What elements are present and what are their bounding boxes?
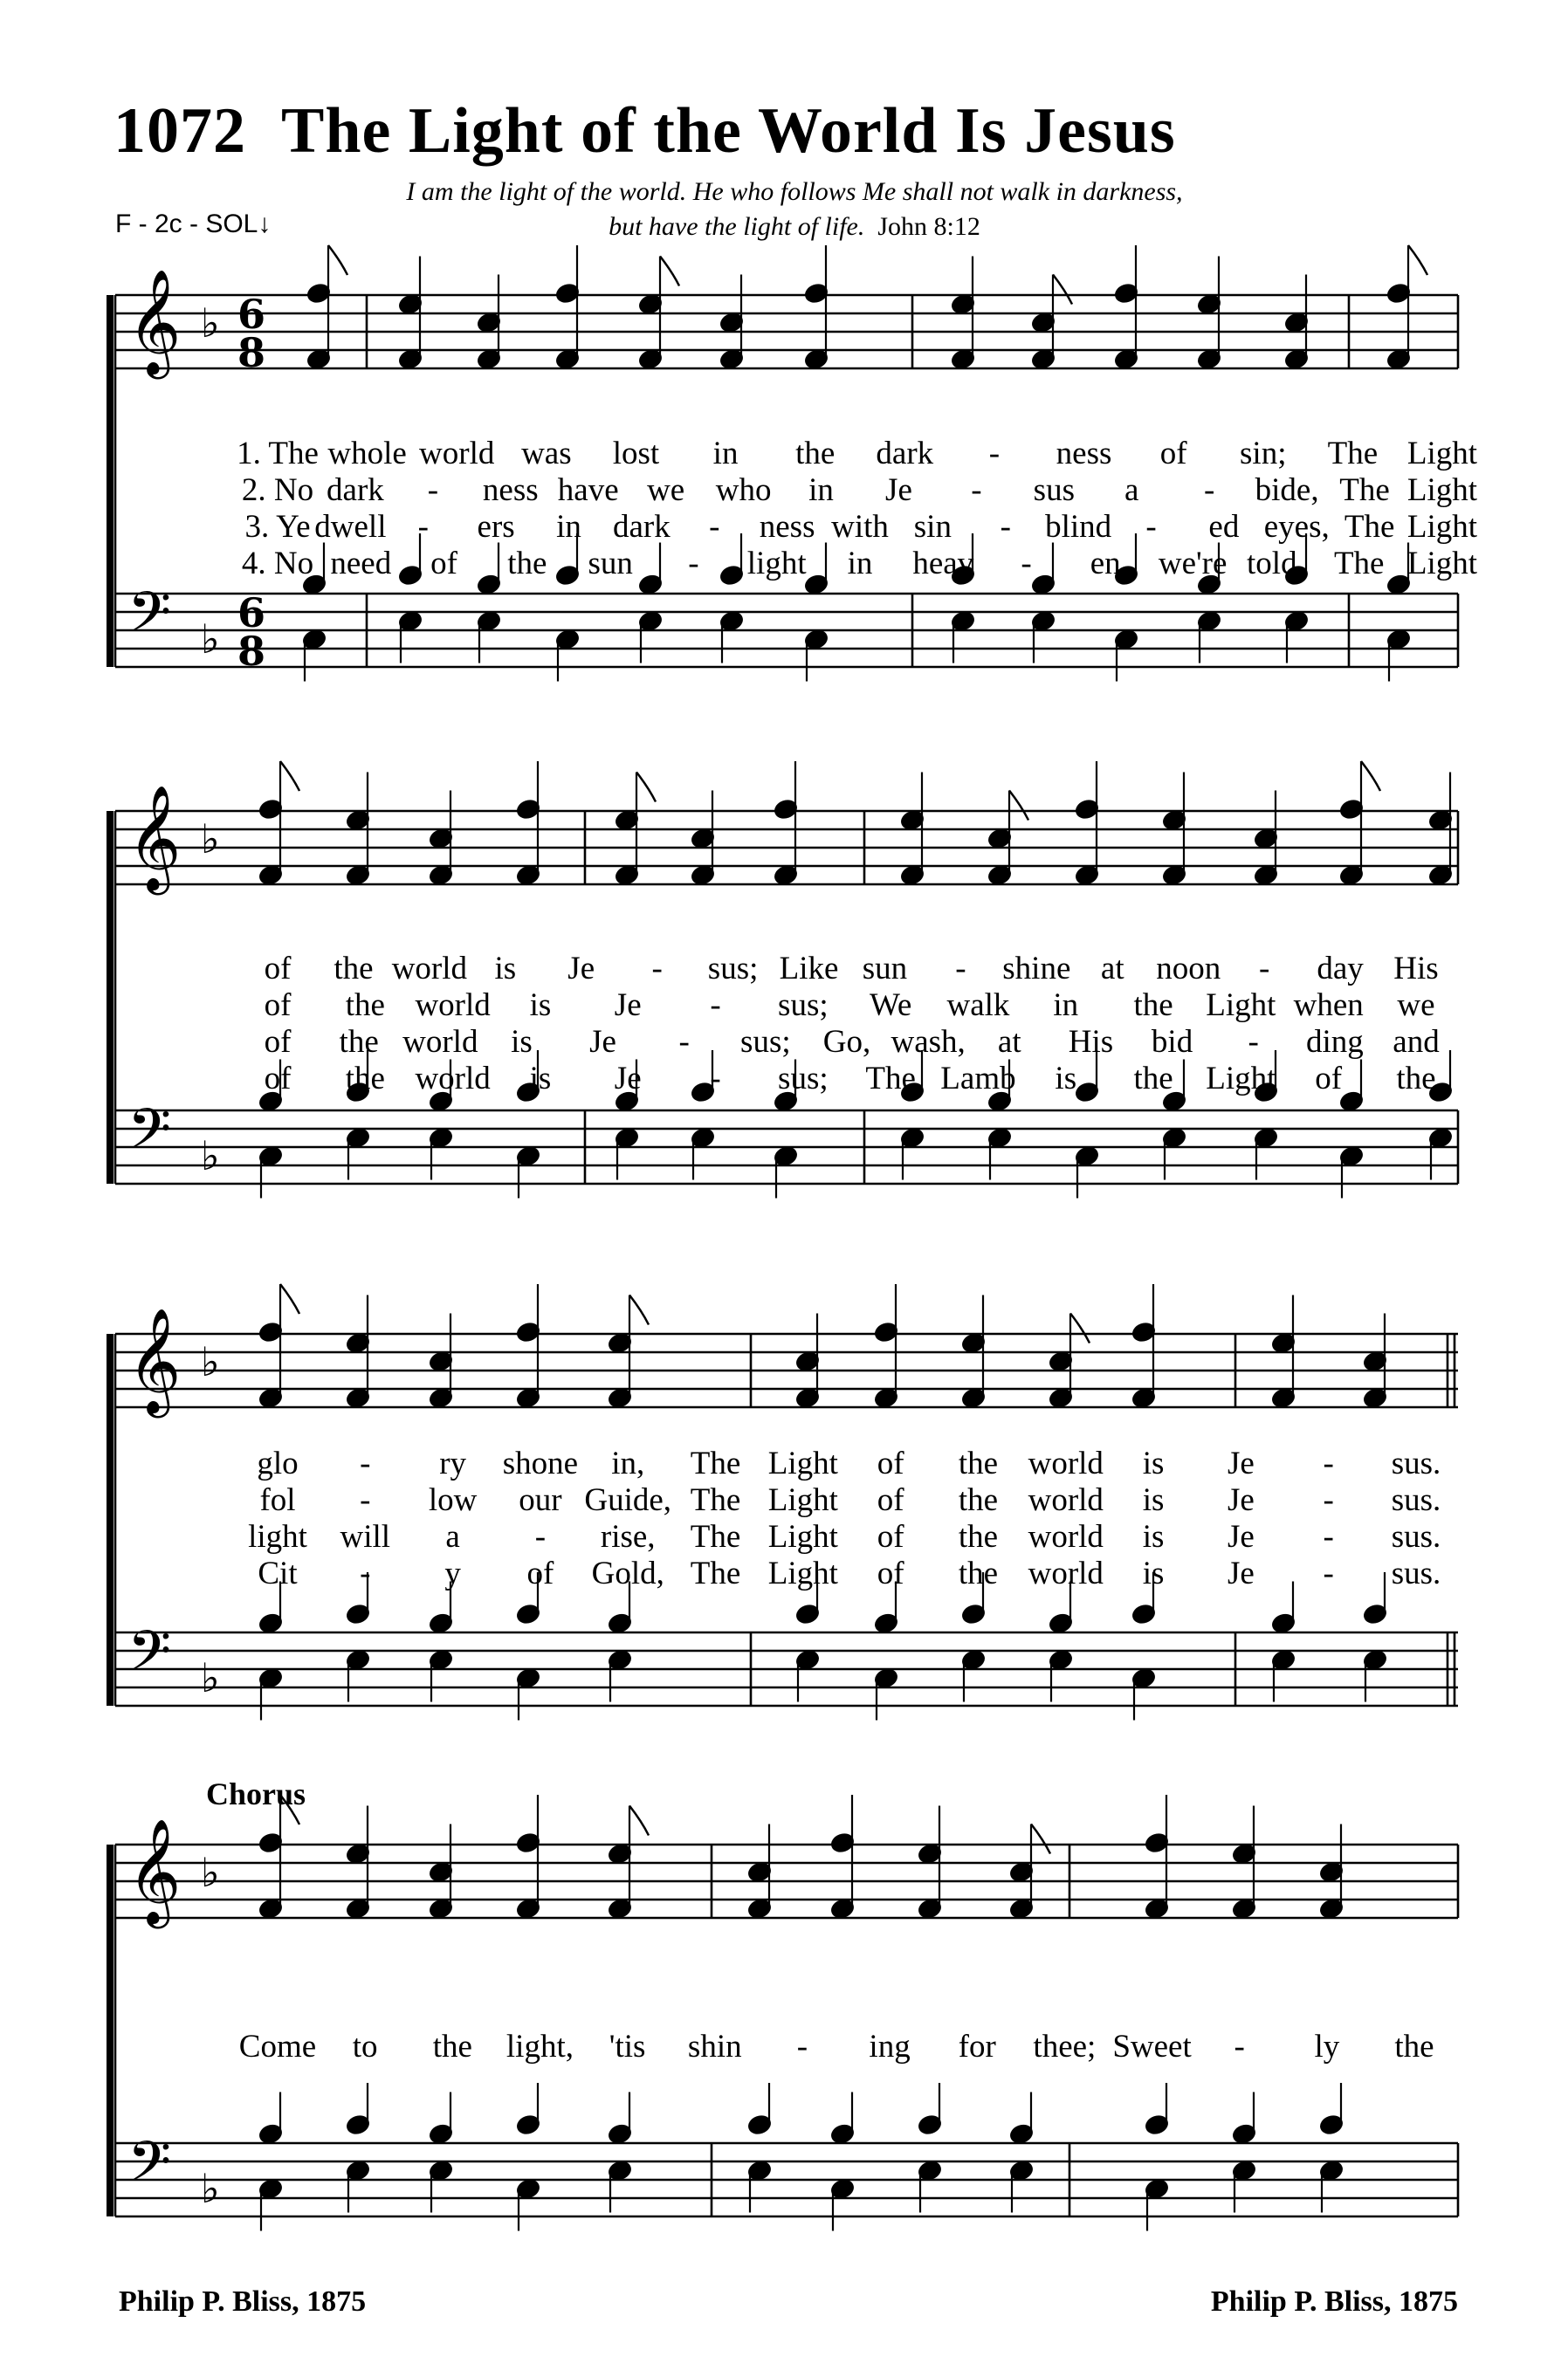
time-signature-top: 6	[237, 589, 266, 636]
treble-clef-icon: 𝄞	[127, 268, 182, 375]
system1-verse4-syllable: in	[847, 546, 873, 581]
system3-verse1-syllable: Je	[1227, 1446, 1255, 1481]
system3-verse3-syllable: rise,	[600, 1519, 656, 1555]
system2-verse3-syllable: world	[402, 1024, 478, 1060]
system2-verse2-syllable: sus;	[778, 987, 829, 1023]
system3-verse4-syllable: is	[1142, 1556, 1165, 1591]
system1-verse1-syllable: in	[712, 436, 739, 471]
system1-verse2-syllable: Light	[1406, 472, 1478, 508]
system2-verse2-syllable: in	[1053, 987, 1079, 1023]
system3-verse2-syllable: -	[1323, 1482, 1334, 1518]
system3-verse3-syllable: is	[1142, 1519, 1165, 1555]
system3-verse1-syllable: world	[1028, 1446, 1104, 1481]
system1-verse2-syllable: 2. No	[241, 472, 314, 508]
system1-verse3-syllable: with	[831, 509, 889, 545]
chorus-line-syllable: the	[432, 2029, 472, 2065]
system2-verse1-syllable: sus;	[707, 951, 759, 986]
system1-verse1-syllable: Light	[1406, 436, 1478, 471]
system1-verse1-syllable: was	[521, 436, 572, 471]
system2-verse3-syllable: ding	[1305, 1024, 1364, 1060]
system2-verse3-syllable: Go,	[822, 1024, 871, 1060]
time-signature-bottom: 8	[237, 628, 266, 675]
system2-verse3-syllable: -	[1248, 1024, 1259, 1060]
system2-verse3-syllable: His	[1068, 1024, 1114, 1060]
system1-verse3-syllable: dwell	[314, 509, 387, 545]
system1-verse1-syllable: The	[1327, 436, 1379, 471]
system1-verse4-syllable: the	[507, 546, 547, 581]
system2-verse1-syllable: Je	[567, 951, 595, 986]
system1-verse2-syllable: -	[427, 472, 439, 508]
system2-verse3-syllable: wash,	[891, 1024, 966, 1060]
system2-verse2-syllable: of	[264, 987, 292, 1023]
system1-verse4-syllable: we're	[1158, 546, 1228, 581]
system1-verse1-syllable: whole	[327, 436, 407, 471]
note-flag	[280, 1284, 299, 1314]
hymn-number: 1072	[113, 95, 246, 167]
hymn-name: The Light of the World Is Jesus	[281, 95, 1176, 167]
chorus-line-syllable: 'tis	[609, 2029, 646, 2065]
system1-verse1-syllable: 1. The	[237, 436, 319, 471]
system3-verse4-syllable: of	[877, 1556, 904, 1591]
system2-verse4-syllable: The	[865, 1061, 916, 1096]
system2-verse4-syllable: the	[345, 1061, 385, 1096]
system-bracket	[107, 811, 113, 1184]
system1-verse1-syllable: dark	[876, 436, 934, 471]
system2-verse3-syllable: of	[264, 1024, 292, 1060]
system2-verse3-syllable: bid	[1151, 1024, 1193, 1060]
system3-verse4-syllable: sus.	[1391, 1556, 1441, 1591]
system2-verse1-syllable: sun	[862, 951, 908, 986]
system1-verse1-syllable: world	[419, 436, 495, 471]
system2-verse1-syllable: of	[264, 951, 292, 986]
system2-verse1-syllable: -	[1258, 951, 1270, 986]
system3-verse2-syllable: The	[690, 1482, 741, 1518]
chorus-line-syllable: -	[796, 2029, 808, 2065]
system2-verse2-syllable: walk	[946, 987, 1010, 1023]
system3-verse2-syllable: our	[519, 1482, 562, 1518]
system2-verse4-syllable: is	[1055, 1061, 1077, 1096]
system3-verse1-syllable: Light	[767, 1446, 838, 1481]
flat-icon: ♭	[201, 1654, 220, 1701]
system1-verse3-syllable: Light	[1406, 509, 1478, 545]
system2-verse4-syllable: the	[1133, 1061, 1173, 1096]
chorus-line-syllable: Come	[238, 2029, 317, 2065]
system2-verse4-syllable: Je	[614, 1061, 642, 1096]
system2-verse3-syllable: sus;	[740, 1024, 791, 1060]
system3-verse3-syllable: of	[877, 1519, 904, 1555]
system2-verse2-syllable: Je	[614, 987, 642, 1023]
system1-verse3-syllable: -	[709, 509, 720, 545]
system2-verse2-syllable: is	[529, 987, 552, 1023]
system1-verse2-syllable: a	[1124, 472, 1139, 508]
chorus-line-syllable: Sweet	[1112, 2029, 1192, 2065]
system3-verse4-syllable: Cit	[258, 1556, 298, 1591]
system3-verse4-syllable: of	[526, 1556, 554, 1591]
system1-verse3-syllable: ed	[1208, 509, 1240, 545]
system2-verse3-syllable: Je	[589, 1024, 616, 1060]
system3-verse2-syllable: Je	[1227, 1482, 1255, 1518]
note-flag	[1361, 761, 1380, 791]
system2-verse3-syllable: is	[511, 1024, 533, 1060]
treble-clef-icon: 𝄞	[127, 1818, 182, 1924]
system1-verse2-syllable: Je	[885, 472, 912, 508]
system3-verse4-syllable: y	[444, 1556, 461, 1591]
system1-verse4-syllable: sun	[588, 546, 633, 581]
system1-verse3-syllable: 3. Ye	[244, 509, 311, 545]
system3-verse2-syllable: sus.	[1391, 1482, 1441, 1518]
system2-verse2-syllable: we	[1397, 987, 1435, 1023]
flat-icon: ♭	[201, 1132, 220, 1179]
chorus-label: Chorus	[206, 1776, 306, 1811]
system1-verse3-syllable: -	[1000, 509, 1011, 545]
system2-verse4-syllable: Lamb	[940, 1061, 1016, 1096]
system1-verse3-syllable: ness	[759, 509, 815, 545]
system1-verse1-syllable: sin;	[1240, 436, 1287, 471]
system2-verse2-syllable: world	[415, 987, 491, 1023]
flat-icon: ♭	[201, 1338, 220, 1385]
system1-verse3-syllable: -	[1145, 509, 1157, 545]
system1-verse4-syllable: of	[430, 546, 457, 581]
system2-verse4-syllable: -	[710, 1061, 721, 1096]
system2-verse3-syllable: and	[1393, 1024, 1440, 1060]
system3-verse3-syllable: light	[248, 1519, 307, 1555]
flat-icon: ♭	[201, 1849, 220, 1896]
system1-verse2-syllable: sus	[1033, 472, 1075, 508]
system3-verse2-syllable: world	[1028, 1482, 1104, 1518]
chorus-line-syllable: ly	[1314, 2029, 1340, 2065]
system1-verse4-syllable: need	[330, 546, 392, 581]
system1-verse1-syllable: lost	[612, 436, 660, 471]
system2-verse4-syllable: is	[529, 1061, 552, 1096]
note-flag	[1070, 1314, 1090, 1343]
system1-verse3-syllable: dark	[613, 509, 671, 545]
system1-verse3-syllable: The	[1344, 509, 1395, 545]
system2-verse1-syllable: His	[1393, 951, 1439, 986]
system3-verse3-syllable: Je	[1227, 1519, 1255, 1555]
system3-verse3-syllable: Light	[767, 1519, 838, 1555]
system1-verse3-syllable: -	[417, 509, 429, 545]
system1-verse3-syllable: in	[556, 509, 581, 545]
chorus-line-syllable: the	[1394, 2029, 1434, 2065]
system3-verse1-syllable: is	[1142, 1446, 1165, 1481]
system3-verse2-syllable: Guide,	[584, 1482, 672, 1518]
system3-verse3-syllable: will	[340, 1519, 391, 1555]
system3-verse2-syllable: of	[877, 1482, 904, 1518]
system1-verse3-syllable: eyes,	[1263, 509, 1330, 545]
system1-verse2-syllable: who	[715, 472, 772, 508]
system2-verse1-syllable: world	[391, 951, 468, 986]
note-flag	[280, 761, 299, 791]
system3-verse3-syllable: -	[1323, 1519, 1334, 1555]
scripture-reference: John 8:12	[877, 212, 980, 241]
system3-verse3-syllable: sus.	[1391, 1519, 1441, 1555]
note-flag	[1009, 791, 1028, 821]
system1-verse4-syllable: heav	[912, 546, 974, 581]
treble-clef-icon: 𝄞	[127, 784, 182, 890]
system2-verse2-syllable: the	[1133, 987, 1173, 1023]
note-flag	[328, 245, 347, 275]
note-flag	[660, 257, 679, 286]
system1-verse2-syllable: The	[1339, 472, 1390, 508]
system2-verse4-syllable: of	[1315, 1061, 1343, 1096]
system-bracket	[107, 295, 113, 667]
system3-verse1-syllable: The	[690, 1446, 741, 1481]
system3-verse4-syllable: the	[958, 1556, 999, 1591]
system1-verse3-syllable: ers	[477, 509, 515, 545]
chorus-line-syllable: shin	[687, 2029, 742, 2065]
flat-icon: ♭	[201, 2165, 220, 2212]
chorus-line-syllable: light,	[505, 2029, 574, 2065]
words-credit: Philip P. Bliss, 1875	[119, 2285, 367, 2318]
system3-verse3-syllable: -	[534, 1519, 547, 1555]
key-info: F - 2c - SOL↓	[115, 210, 272, 238]
system3-verse1-syllable: shone	[502, 1446, 579, 1481]
system2-verse1-syllable: at	[1100, 951, 1124, 986]
system3-verse1-syllable: of	[877, 1446, 904, 1481]
system1-verse2-syllable: have	[557, 472, 619, 508]
system2-verse1-syllable: -	[651, 951, 663, 986]
system2-verse1-syllable: -	[955, 951, 966, 986]
epigraph-line-1: I am the light of the world. He who follows Me shall not walk in darkness,	[406, 177, 1183, 206]
system2-verse3-syllable: -	[678, 1024, 690, 1060]
system3-verse1-syllable: the	[958, 1446, 999, 1481]
system2-verse1-syllable: is	[494, 951, 517, 986]
epigraph-text: but have the light of life.	[609, 212, 865, 241]
system1-verse2-syllable: we	[647, 472, 685, 508]
system3-verse4-syllable: -	[360, 1556, 371, 1591]
flat-icon: ♭	[201, 815, 220, 862]
system2-verse2-syllable: -	[710, 987, 721, 1023]
system-bracket	[107, 1334, 113, 1706]
chorus-line-syllable: thee;	[1033, 2029, 1097, 2065]
music-credit: Philip P. Bliss, 1875	[1210, 2285, 1458, 2318]
system1-verse4-syllable: -	[1021, 546, 1032, 581]
system3-verse3-syllable: world	[1028, 1519, 1104, 1555]
bass-clef-icon: 𝄢	[127, 1097, 172, 1176]
system3-verse1-syllable: glo	[257, 1446, 299, 1481]
system2-verse1-syllable: Like	[779, 951, 839, 986]
system2-verse2-syllable: We	[869, 987, 912, 1023]
system1-verse2-syllable: in	[808, 472, 834, 508]
system2-verse4-syllable: sus;	[778, 1061, 829, 1096]
system2-verse1-syllable: day	[1317, 951, 1364, 986]
chorus-line-syllable: for	[958, 2029, 996, 2065]
system1-verse4-syllable: The	[1333, 546, 1385, 581]
chorus-line-syllable: -	[1234, 2029, 1245, 2065]
system3-verse1-syllable: -	[1323, 1446, 1334, 1481]
system1-verse2-syllable: -	[1204, 472, 1215, 508]
system3-verse1-syllable: sus.	[1391, 1446, 1441, 1481]
system1-verse1-syllable: -	[988, 436, 1001, 471]
system2-verse1-syllable: noon	[1156, 951, 1221, 986]
system2-verse2-syllable: Light	[1206, 987, 1276, 1023]
treble-clef-icon: 𝄞	[127, 1307, 182, 1413]
flat-icon: ♭	[201, 615, 220, 663]
system3-verse4-syllable: The	[690, 1556, 741, 1591]
system1-verse3-syllable: blind	[1045, 509, 1112, 545]
time-signature-top: 6	[237, 291, 266, 338]
note-flag	[629, 1295, 649, 1325]
system3-verse4-syllable: Light	[767, 1556, 838, 1591]
system3-verse2-syllable: -	[360, 1482, 371, 1518]
system3-verse2-syllable: fol	[259, 1482, 296, 1518]
system3-verse2-syllable: Light	[767, 1482, 838, 1518]
system3-verse3-syllable: the	[958, 1519, 999, 1555]
system1-verse4-syllable: 4. No	[241, 546, 314, 581]
system1-verse2-syllable: ness	[482, 472, 539, 508]
system1-verse1-syllable: the	[795, 436, 836, 471]
system1-verse3-syllable: sin	[913, 509, 952, 545]
note-flag	[629, 1806, 649, 1836]
note-flag	[1031, 1824, 1050, 1854]
system2-verse2-syllable: when	[1293, 987, 1364, 1023]
system3-verse4-syllable: Gold,	[591, 1556, 664, 1591]
system2-verse2-syllable: the	[345, 987, 385, 1023]
system2-verse1-syllable: the	[334, 951, 374, 986]
system2-verse3-syllable: at	[997, 1024, 1021, 1060]
system3-verse4-syllable: -	[1323, 1556, 1334, 1591]
system3-verse3-syllable: a	[445, 1519, 460, 1555]
system1-verse4-syllable: en,	[1090, 546, 1129, 581]
system-bracket	[107, 1845, 113, 2216]
system3-verse4-syllable: world	[1028, 1556, 1104, 1591]
system2-verse1-syllable: shine	[1002, 951, 1071, 986]
system1-verse4-syllable: -	[688, 546, 699, 581]
system1-verse4-syllable: Light	[1406, 546, 1478, 581]
flat-icon: ♭	[201, 299, 220, 347]
system3-verse3-syllable: The	[690, 1519, 741, 1555]
system1-verse2-syllable: dark	[327, 472, 384, 508]
chorus-line-syllable: ing	[869, 2029, 911, 2065]
system2-verse4-syllable: world	[415, 1061, 491, 1096]
system1-verse4-syllable: told,	[1247, 546, 1305, 581]
bass-clef-icon: 𝄢	[127, 1619, 172, 1698]
system1-verse1-syllable: of	[1159, 436, 1187, 471]
note-flag	[636, 773, 656, 802]
system2-verse3-syllable: the	[339, 1024, 379, 1060]
time-signature-bottom: 8	[237, 329, 266, 376]
note-flag	[1053, 275, 1072, 305]
system1-verse2-syllable: bide,	[1255, 472, 1319, 508]
bass-clef-icon: 𝄢	[127, 2130, 172, 2209]
system3-verse2-syllable: the	[958, 1482, 999, 1518]
system1-verse4-syllable: light	[746, 546, 807, 581]
system2-verse4-syllable: Light	[1206, 1061, 1276, 1096]
system1-verse1-syllable: ness	[1056, 436, 1112, 471]
system3-verse2-syllable: low	[428, 1482, 478, 1518]
system2-verse4-syllable: the	[1396, 1061, 1436, 1096]
system2-verse4-syllable: of	[264, 1061, 292, 1096]
system3-verse4-syllable: Je	[1227, 1556, 1255, 1591]
system3-verse1-syllable: in,	[611, 1446, 645, 1481]
system1-verse2-syllable: -	[971, 472, 982, 508]
note-flag	[1408, 245, 1427, 275]
system3-verse1-syllable: -	[360, 1446, 371, 1481]
system3-verse2-syllable: is	[1142, 1482, 1165, 1518]
chorus-line-syllable: to	[352, 2029, 378, 2065]
bass-clef-icon: 𝄢	[127, 581, 172, 659]
system3-verse1-syllable: ry	[439, 1446, 467, 1481]
